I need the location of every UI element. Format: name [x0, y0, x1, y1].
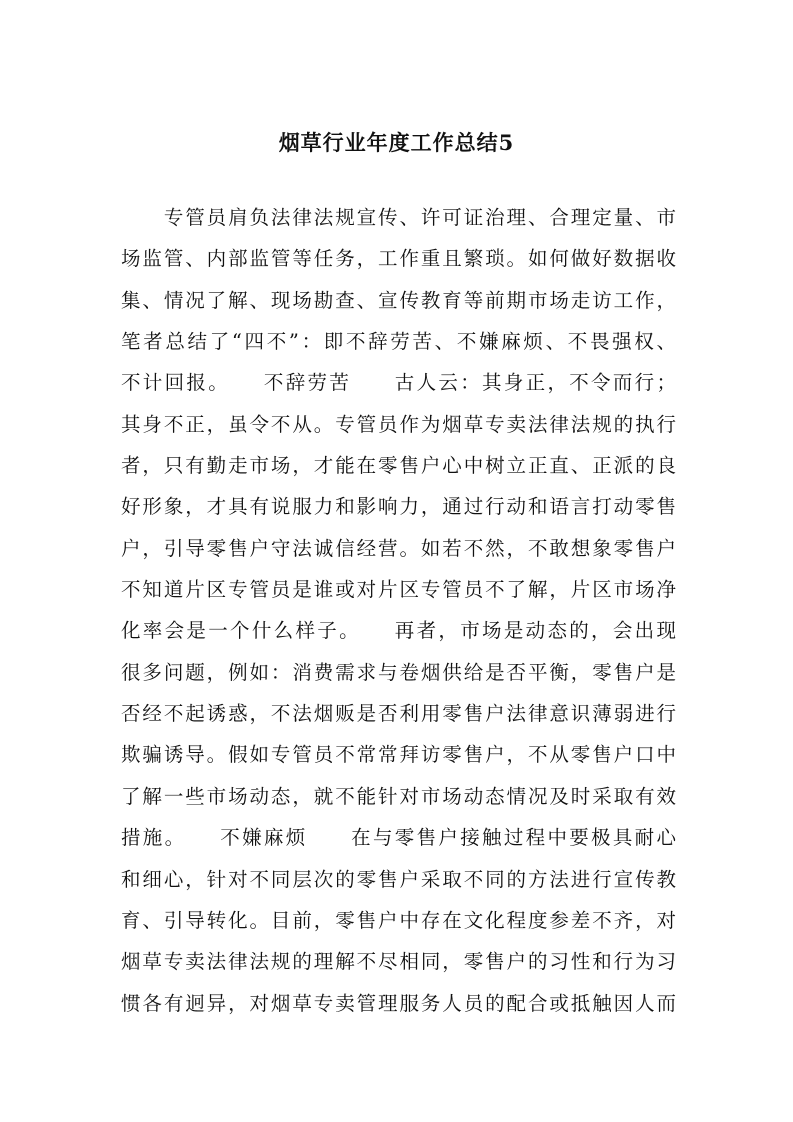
text-line: 场监管、内部监管等任务，工作重且繁琐。如何做好数据收 [121, 247, 676, 271]
text-line: 化率会是一个什么样子。 再者，市场是动态的，会出现 [121, 619, 676, 643]
text-line: 专管员肩负法律法规宣传、许可证治理、合理定量、市 [121, 206, 676, 229]
text-line: 其身不正，虽令不从。专管员作为烟草专卖法律法规的执行 [121, 412, 676, 436]
text-line: 者，只有勤走市场，才能在零售户心中树立正直、正派的良 [121, 454, 676, 478]
text-line: 户，引导零售户守法诚信经营。如若不然，不敢想象零售户 [121, 536, 676, 560]
document-body [121, 197, 676, 1024]
text-line: 育、引导转化。目前，零售户中存在文化程度参差不齐，对 [121, 908, 676, 932]
text-line: 和细心，针对不同层次的零售户采取不同的方法进行宣传教 [121, 867, 676, 891]
text-line: 惯各有迥异，对烟草专卖管理服务人员的配合或抵触因人而 [121, 991, 676, 1015]
text-line: 集、情况了解、现场勘查、宣传教育等前期市场走访工作， [121, 288, 676, 312]
text-line: 欺骗诱导。假如专管员不常常拜访零售户，不从零售户口中 [121, 743, 676, 767]
text-line: 了解一些市场动态，就不能针对市场动态情况及时采取有效 [121, 784, 676, 808]
document-title: 烟草行业年度工作总结5 [278, 130, 515, 155]
text-line: 措施。 不嫌麻烦 在与零售户接触过程中要极具耐心 [121, 826, 676, 850]
text-line: 不知道片区专管员是谁或对片区专管员不了解，片区市场净 [121, 578, 676, 602]
text-line: 烟草专卖法律法规的理解不尽相同，零售户的习性和行为习 [121, 950, 676, 974]
text-line: 笔者总结了“四不”：即不辞劳苦、不嫌麻烦、不畏强权、 [121, 330, 676, 354]
text-line: 否经不起诱惑，不法烟贩是否利用零售户法律意识薄弱进行 [121, 702, 676, 726]
text-line: 好形象，才具有说服力和影响力，通过行动和语言打动零售 [121, 495, 676, 519]
text-line: 不计回报。 不辞劳苦 古人云：其身正，不令而行； [121, 371, 676, 395]
text-line: 很多问题，例如：消费需求与卷烟供给是否平衡，零售户是 [121, 660, 676, 684]
